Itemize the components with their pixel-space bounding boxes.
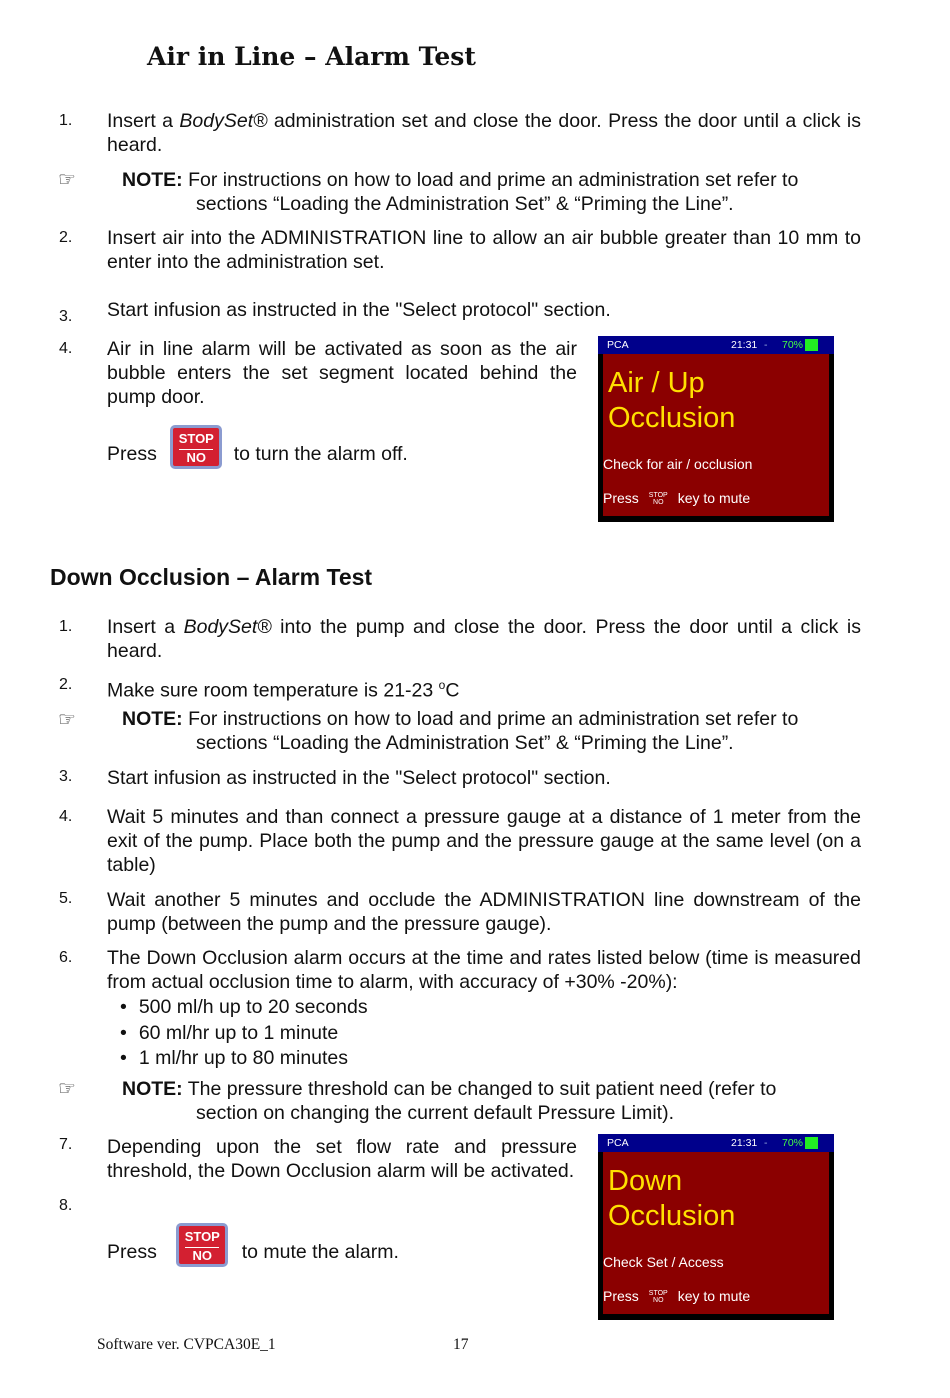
- mini-no: NO: [653, 1297, 664, 1305]
- step-text: Depending upon the set flow rate and pressure threshold, the Down Occlusion alarm will be activated.: [107, 1136, 577, 1182]
- alarm-message: Check for air / occlusion: [603, 456, 753, 472]
- step-text: Wait another 5 minutes and occlude the ADMINISTRATION line downstream of the pump (between the pump and the pressure gauge).: [107, 889, 861, 935]
- battery-percent: 70%: [782, 339, 804, 351]
- list-item: • 500 ml/h up to 20 seconds: [120, 995, 368, 1021]
- press-action: to mute the alarm.: [241, 1241, 399, 1264]
- step-number: 2.: [59, 229, 73, 246]
- alarm-title: [608, 1164, 735, 1234]
- status-bar: [598, 1134, 834, 1152]
- step-text-pre: Insert a: [107, 616, 184, 638]
- step-text: [107, 615, 861, 663]
- status-bar: [598, 336, 834, 354]
- alarm-title-line1: Air / Up: [608, 367, 705, 399]
- mini-stop: STOP: [648, 1290, 668, 1298]
- battery-percent: 70%: [782, 1137, 804, 1149]
- step-number: 4.: [59, 340, 73, 357]
- mute-hint: [603, 1288, 750, 1304]
- page-number: 17: [453, 1336, 469, 1353]
- step-text-post: administration set and close the door. Press the door until a click is heard.: [107, 110, 862, 156]
- stop-no-button: [176, 1223, 228, 1267]
- step-text: [107, 109, 861, 157]
- alarm-message: Check Set / Access: [603, 1254, 724, 1270]
- pointing-hand-icon: ☞: [58, 169, 76, 191]
- bodyset-brand: BodySet®: [179, 110, 268, 132]
- note: [122, 168, 861, 216]
- step-number: 3.: [59, 768, 73, 785]
- note-line1: The pressure threshold can be changed to suit patient need (refer to: [182, 1078, 777, 1100]
- press-instruction: [107, 433, 408, 477]
- note-line2: sections “Loading the Administration Set” & “Priming the Line”.: [196, 193, 734, 215]
- step-number: 2.: [59, 676, 73, 693]
- no-label: NO: [185, 1247, 219, 1264]
- stop-no-button: [170, 425, 222, 469]
- note-line1: For instructions on how to load and prime an administration set refer to: [182, 169, 799, 191]
- bodyset-brand: BodySet®: [183, 616, 272, 638]
- step-number: 7.: [59, 1136, 73, 1153]
- note-label: NOTE:: [122, 169, 183, 191]
- pointing-hand-icon: ☞: [58, 1078, 76, 1100]
- pointing-hand-icon: ☞: [58, 709, 76, 731]
- press-label: Press: [107, 443, 157, 466]
- step-number: 8.: [59, 1197, 73, 1214]
- software-version: Software ver. CVPCA30E_1: [97, 1336, 276, 1353]
- section-title-down-occlusion: Down Occlusion – Alarm Test: [50, 564, 373, 590]
- stop-label: STOP: [178, 431, 214, 446]
- step-text: The Down Occlusion alarm occurs at the time and rates listed below (time is measured from actual occlusion time to alarm, with accuracy of +30% -20%):: [107, 947, 861, 993]
- step-number: 3.: [59, 308, 73, 325]
- step-text: [107, 673, 861, 703]
- alarm-title-line2: Occlusion: [608, 1200, 736, 1232]
- section-title-air-in-line: Air in Line – Alarm Test: [147, 42, 476, 71]
- note-line2: sections “Loading the Administration Set” & “Priming the Line”.: [196, 732, 734, 754]
- alarm-title-line1: Down: [608, 1165, 683, 1197]
- note: [122, 1077, 861, 1125]
- separator: -: [764, 339, 768, 351]
- temperature-unit: C: [445, 679, 460, 702]
- mode-label: PCA: [607, 339, 629, 351]
- step-number: 1.: [59, 618, 73, 635]
- clock: 21:31: [731, 1137, 758, 1149]
- note-label: NOTE:: [122, 708, 183, 730]
- step-number: 1.: [59, 112, 73, 129]
- note-label: NOTE:: [122, 1078, 183, 1100]
- press-label: Press: [107, 1241, 157, 1264]
- mini-stop: STOP: [648, 492, 668, 500]
- step-text: Start infusion as instructed in the "Select protocol" section.: [107, 767, 611, 789]
- degree-sup: o: [438, 678, 446, 692]
- note: [122, 707, 861, 755]
- step-number: 5.: [59, 890, 73, 907]
- alarm-title-line2: Occlusion: [608, 402, 736, 434]
- clock: 21:31: [731, 339, 758, 351]
- press-instruction: [107, 1231, 399, 1275]
- mute-pre: Press: [603, 490, 639, 506]
- battery-icon: [805, 339, 818, 351]
- rate-list: [120, 995, 368, 1072]
- note-line2: section on changing the current default Pressure Limit).: [196, 1102, 675, 1124]
- mute-post: key to mute: [677, 490, 751, 506]
- step-number: 6.: [59, 949, 73, 966]
- step-text: Wait 5 minutes and than connect a pressure gauge at a distance of 1 meter from the exit of the pump. Place both the pump and the pressure gauge at the same level (on a table): [107, 806, 861, 876]
- note-line1: For instructions on how to load and prime an administration set refer to: [182, 708, 799, 730]
- step-text: Insert air into the ADMINISTRATION line to allow an air bubble greater than 10 mm to enter into the administration set.: [107, 227, 861, 273]
- step-text: Air in line alarm will be activated as soon as the air bubble enters the set segment located behind the pump door.: [107, 338, 577, 408]
- no-label: NO: [179, 449, 213, 466]
- step-text-pre: Insert a: [107, 110, 180, 132]
- stop-no-mini-icon: [649, 1290, 668, 1304]
- mode-label: PCA: [607, 1137, 629, 1149]
- temperature-text: Make sure room temperature is 21-23: [107, 679, 439, 702]
- stop-label: STOP: [184, 1229, 220, 1244]
- alarm-title: [608, 366, 735, 436]
- step-number: 4.: [59, 808, 73, 825]
- press-action: to turn the alarm off.: [233, 443, 408, 466]
- mute-pre: Press: [603, 1288, 639, 1304]
- stop-no-mini-icon: [649, 492, 668, 506]
- list-item: • 1 ml/hr up to 80 minutes: [120, 1046, 368, 1072]
- step-text-post: into the pump and close the door. Press the door until a click is heard.: [107, 616, 861, 662]
- mute-post: key to mute: [677, 1288, 751, 1304]
- battery-icon: [805, 1137, 818, 1149]
- mini-no: NO: [653, 499, 664, 507]
- mute-hint: [603, 490, 750, 506]
- step-text: Start infusion as instructed in the "Select protocol" section.: [107, 299, 611, 321]
- list-item: • 60 ml/hr up to 1 minute: [120, 1021, 368, 1047]
- pump-screen-air-occlusion: [598, 336, 834, 522]
- pump-screen-down-occlusion: [598, 1134, 834, 1320]
- separator: -: [764, 1137, 768, 1149]
